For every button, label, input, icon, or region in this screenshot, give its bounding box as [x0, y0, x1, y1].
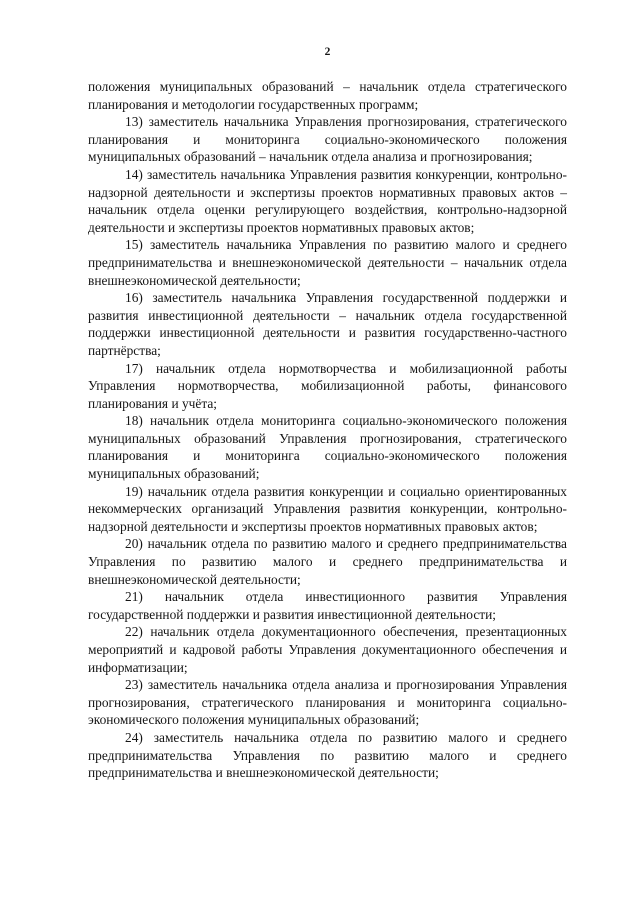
- list-item-23: 23) заместитель начальника отдела анализа и прогнозирования Управления прогнозирования, стратегического планирования и мониторинга социально-экономического положения муниципальных образований;: [88, 677, 567, 728]
- list-item-21: 21) начальник отдела инвестиционного развития Управления государственной поддержки и развития инвестиционной деятельности;: [88, 589, 567, 622]
- list-item-24: 24) заместитель начальника отдела по развитию малого и среднего предпринимательства Управления по развитию малого и среднего предпринимательства и внешнеэкономической деятельности;: [88, 729, 567, 781]
- page-number: 2: [324, 46, 331, 58]
- list-item-17: 17) начальник отдела нормотворчества и мобилизационной работы Управления нормотворчества, мобилизационной работы, финансового планирования и учёта;: [88, 360, 567, 411]
- paragraph-continuation: положения муниципальных образований – начальник отдела стратегического планирования и методологии государственных программ;: [88, 79, 567, 112]
- list-item-16: 16) заместитель начальника Управления государственной поддержки и развития инвестиционной деятельности – начальник отдела государственной поддержки инвестиционной деятельности и развития государственно-частного партнёрства;: [88, 290, 567, 358]
- list-item-18: 18) начальник отдела мониторинга социально-экономического положения муниципальных образований Управления прогнозирования, стратегического планирования и мониторинга социально-экономического положения муниципальных образований;: [88, 413, 567, 482]
- list-item-15: 15) заместитель начальника Управления по развитию малого и среднего предпринимательства и внешнеэкономической деятельности – начальник отдела внешнеэкономической деятельности;: [88, 237, 567, 288]
- list-item-13: 13) заместитель начальника Управления прогнозирования, стратегического планирования и мониторинга социально-экономического положения муниципальных образований – начальник отдела анализа и прогнозирования;: [88, 114, 567, 165]
- list-item-20: 20) начальник отдела по развитию малого и среднего предпринимательства Управления по развитию малого и среднего предпринимательства и внешнеэкономической деятельности;: [88, 536, 567, 587]
- list-item-19: 19) начальник отдела развития конкуренции и социально ориентированных некоммерческих организаций Управления развития конкуренции, контрольно-надзорной деятельности и экспертизы проектов нормативных правовых актов;: [88, 483, 567, 534]
- list-item-14: 14) заместитель начальника Управления развития конкуренции, контрольно-надзорной деятельности и экспертизы проектов нормативных правовых актов – начальник отдела оценки регулирующего воздействия, контрольно-надзорной деятельности и экспертизы проектов нормативных правовых актов;: [88, 166, 567, 235]
- list-item-22: 22) начальник отдела документационного обеспечения, презентационных мероприятий и кадровой работы Управления документационного обеспечения и информатизации;: [88, 624, 567, 675]
